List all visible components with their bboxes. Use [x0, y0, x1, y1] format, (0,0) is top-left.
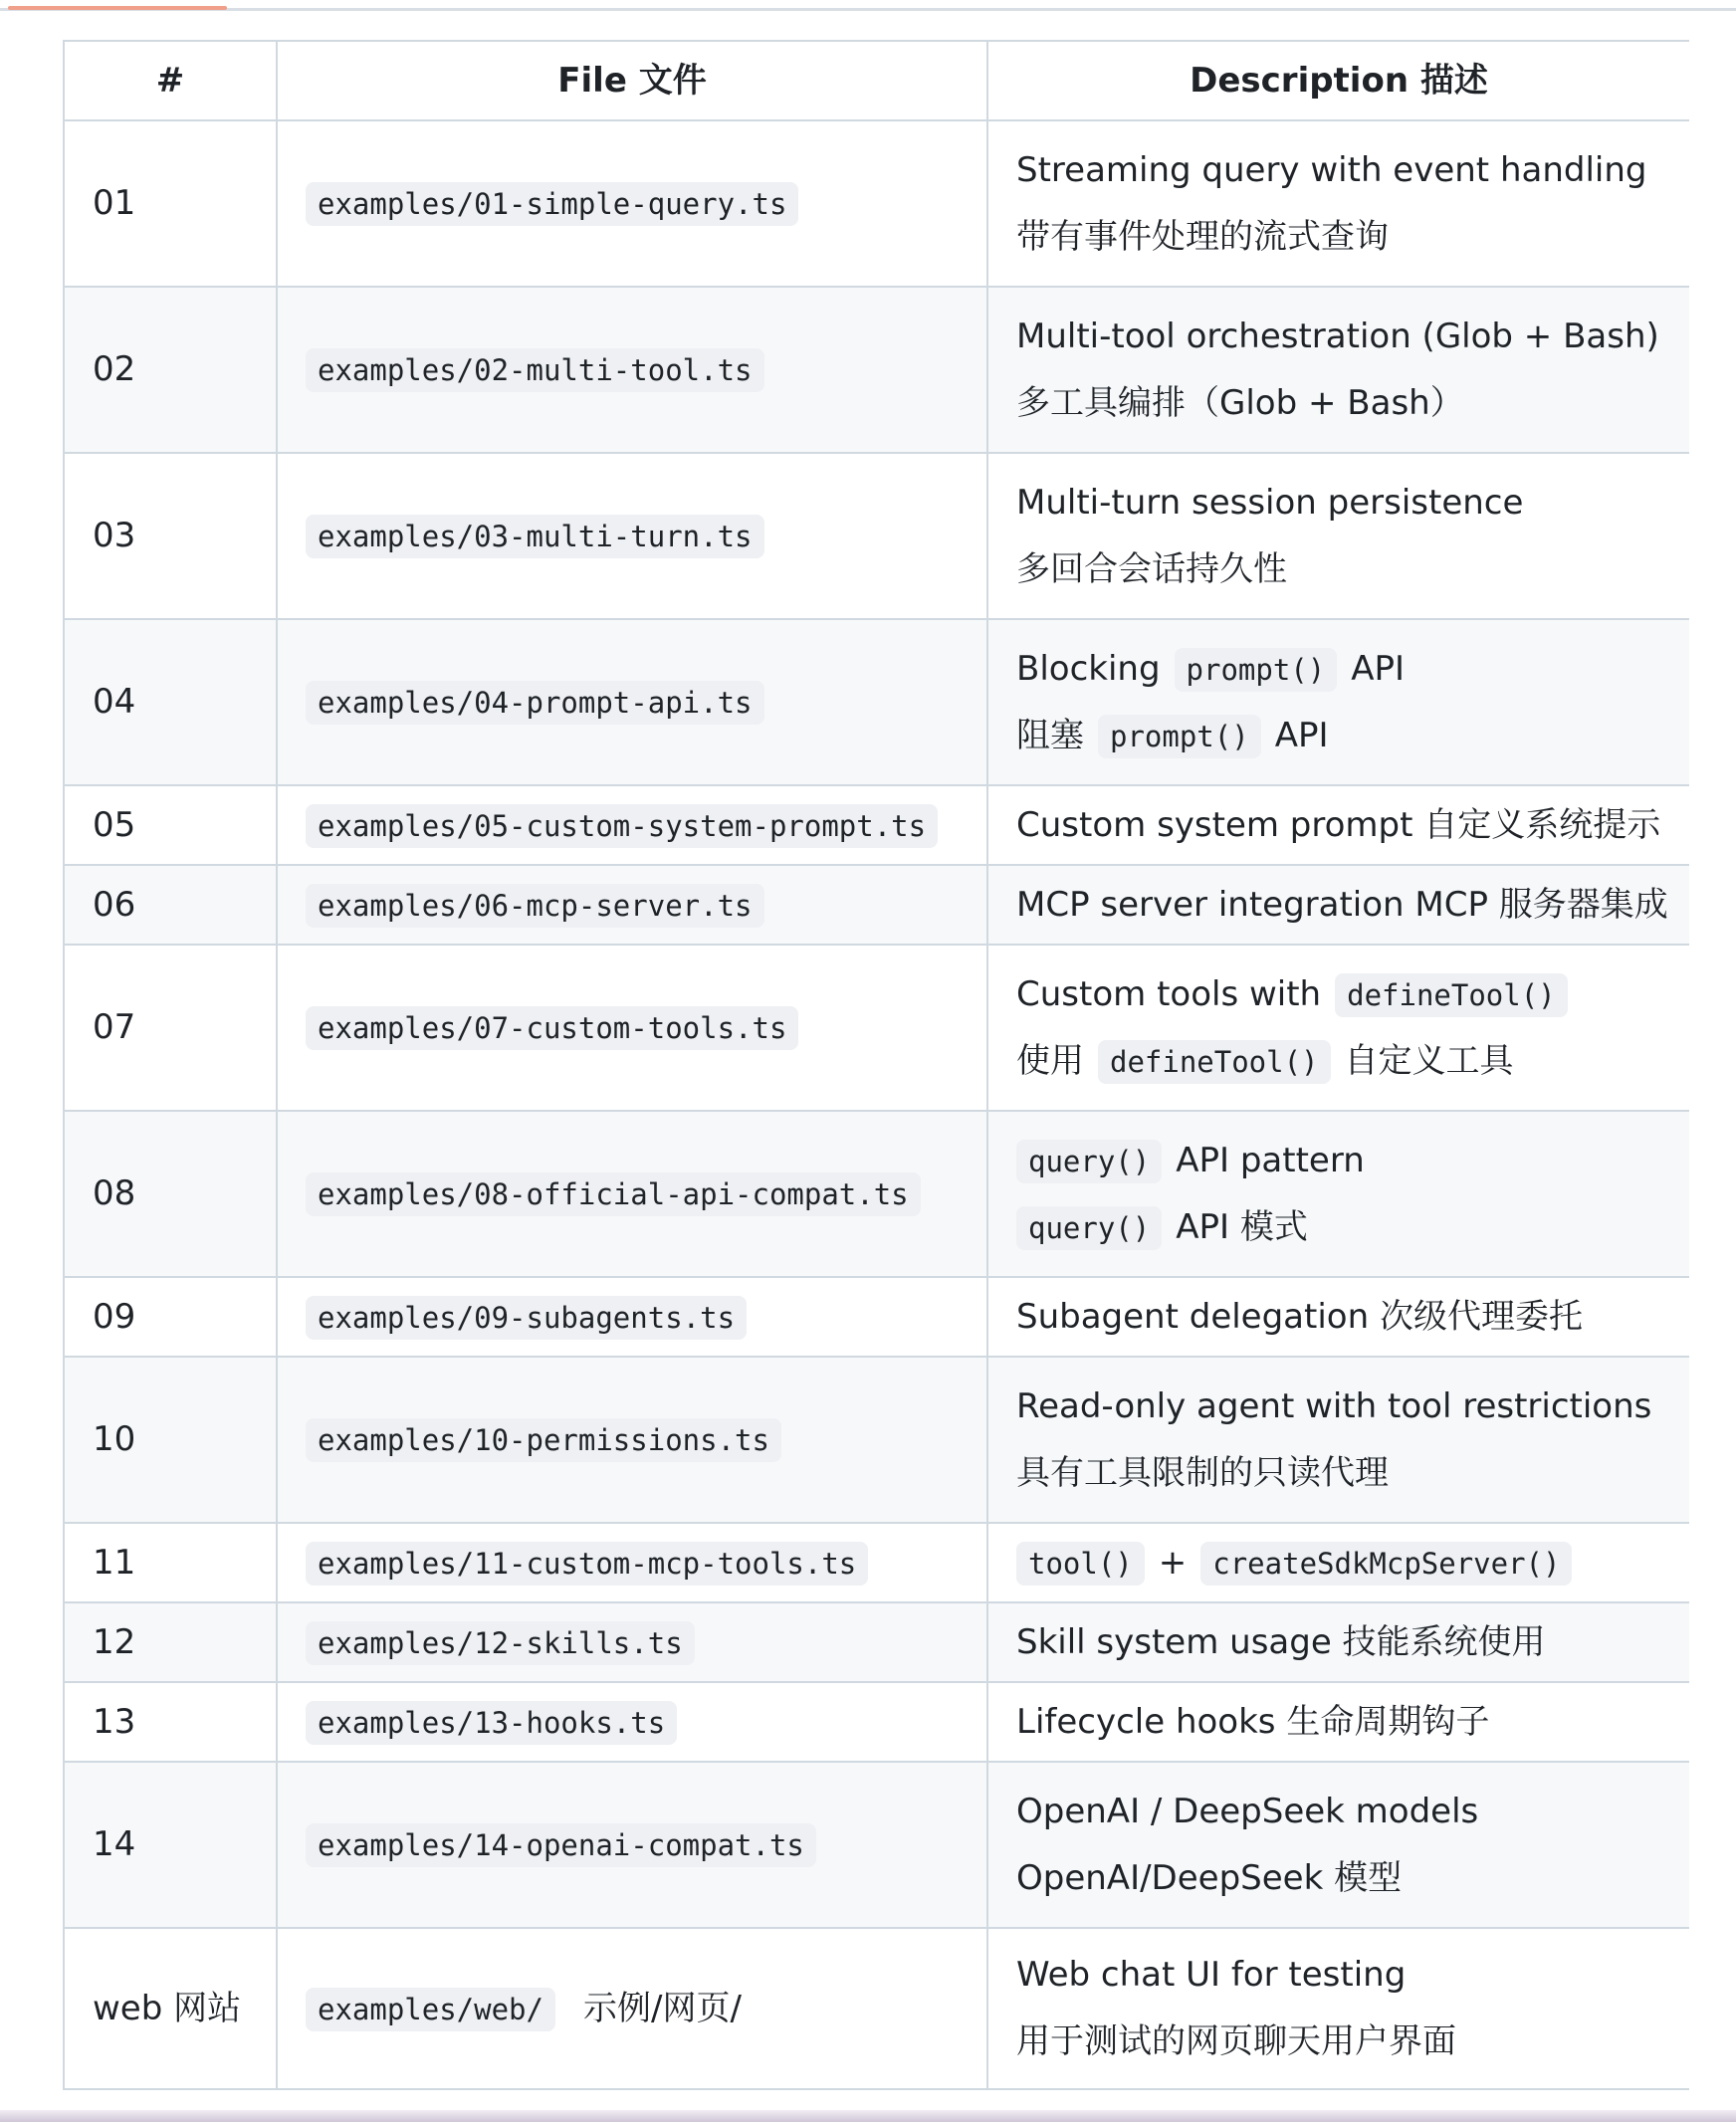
- description-zh: 多回合会话持久性: [1016, 548, 1287, 589]
- header-number: #: [64, 41, 277, 120]
- description-cell: [987, 945, 1689, 1111]
- table-row: [64, 1357, 1689, 1523]
- description-text: API 模式: [1176, 1206, 1308, 1247]
- row-number: 13: [64, 1682, 277, 1762]
- row-number: web 网站: [64, 1928, 277, 2089]
- description-cell: [987, 1602, 1689, 1682]
- file-cell: [277, 1523, 987, 1602]
- description-text: Lifecycle hooks 生命周期钩子: [1016, 1701, 1490, 1742]
- description-text: MCP server integration MCP 服务器集成: [1016, 884, 1668, 925]
- file-cell: [277, 865, 987, 945]
- description-cell: [987, 1682, 1689, 1762]
- description-en: Web chat UI for testing: [1016, 1955, 1407, 1996]
- header-description: Description 描述: [987, 41, 1689, 120]
- file-path: examples/02-multi-tool.ts: [306, 348, 764, 392]
- row-number: 07: [64, 945, 277, 1111]
- description-en: [1016, 974, 1661, 1015]
- inline-code: tool(): [1016, 1542, 1145, 1586]
- file-path: examples/07-custom-tools.ts: [306, 1006, 798, 1050]
- description-text: Blocking: [1016, 648, 1161, 689]
- table-header-row: [64, 41, 1689, 120]
- inline-code: query(): [1016, 1140, 1162, 1183]
- table-row: [64, 785, 1689, 865]
- file-cell: [277, 785, 987, 865]
- file-path: examples/web/: [306, 1988, 555, 2031]
- row-number: 11: [64, 1523, 277, 1602]
- row-number: 05: [64, 785, 277, 865]
- file-cell: [277, 945, 987, 1111]
- file-cell: [277, 1277, 987, 1357]
- inline-code: query(): [1016, 1206, 1162, 1250]
- description-cell: [987, 287, 1689, 453]
- description-text: Skill system usage 技能系统使用: [1016, 1621, 1546, 1662]
- description-zh: OpenAI/DeepSeek 模型: [1016, 1857, 1403, 1898]
- description-en: OpenAI / DeepSeek models: [1016, 1791, 1479, 1831]
- table-row: [64, 1928, 1689, 2089]
- file-cell: [277, 287, 987, 453]
- description-en: Streaming query with event handling: [1016, 149, 1647, 190]
- examples-table-container[interactable]: [63, 40, 1689, 2122]
- description-text: 阻塞: [1016, 715, 1084, 755]
- plus-sign: +: [1158, 1542, 1188, 1583]
- file-cell: [277, 453, 987, 619]
- description-en: Multi-tool orchestration (Glob + Bash): [1016, 316, 1659, 356]
- file-path: examples/05-custom-system-prompt.ts: [306, 804, 938, 848]
- description-zh: [1016, 1207, 1661, 1248]
- description-zh: [1016, 1041, 1661, 1082]
- table-row: [64, 1762, 1689, 1928]
- description-text: API pattern: [1176, 1140, 1365, 1180]
- file-path: examples/13-hooks.ts: [306, 1701, 677, 1745]
- file-path: examples/01-simple-query.ts: [306, 182, 798, 226]
- top-divider: [0, 8, 1736, 11]
- description-text: 自定义工具: [1344, 1040, 1514, 1081]
- description-cell: [987, 1523, 1689, 1602]
- description-cell: [987, 120, 1689, 287]
- file-path: examples/10-permissions.ts: [306, 1418, 781, 1462]
- file-path-suffix: 示例/网页/: [582, 1988, 742, 2028]
- description-en: [1016, 649, 1661, 690]
- file-cell: [277, 1111, 987, 1277]
- inline-code: prompt(): [1098, 715, 1261, 758]
- table-row: [64, 1602, 1689, 1682]
- description-zh: 具有工具限制的只读代理: [1016, 1452, 1389, 1493]
- description-text: 使用: [1016, 1040, 1084, 1081]
- examples-table: [63, 40, 1689, 2090]
- description-cell: [987, 865, 1689, 945]
- description-text: Subagent delegation 次级代理委托: [1016, 1296, 1583, 1337]
- table-row: [64, 120, 1689, 287]
- description-zh: 带有事件处理的流式查询: [1016, 216, 1389, 257]
- description-en: Multi-turn session persistence: [1016, 482, 1524, 523]
- table-row: [64, 1682, 1689, 1762]
- description-en: [1016, 1141, 1661, 1181]
- inline-code: prompt(): [1175, 648, 1338, 692]
- row-number: 10: [64, 1357, 277, 1523]
- description-text: Custom system prompt 自定义系统提示: [1016, 804, 1661, 845]
- table-row: [64, 865, 1689, 945]
- row-number: 08: [64, 1111, 277, 1277]
- file-cell: [277, 619, 987, 785]
- description-zh: 多工具编排（Glob + Bash）: [1016, 382, 1464, 423]
- file-cell: [277, 1357, 987, 1523]
- file-path: examples/04-prompt-api.ts: [306, 681, 764, 725]
- file-path: examples/12-skills.ts: [306, 1621, 695, 1665]
- window-bottom-edge: [0, 2110, 1736, 2122]
- table-row: [64, 619, 1689, 785]
- row-number: 02: [64, 287, 277, 453]
- file-cell: [277, 1602, 987, 1682]
- row-number: 04: [64, 619, 277, 785]
- row-number: 12: [64, 1602, 277, 1682]
- description-cell: [987, 1928, 1689, 2089]
- row-number: 01: [64, 120, 277, 287]
- table-row: [64, 1523, 1689, 1602]
- description-text: API: [1274, 715, 1329, 755]
- file-path: examples/08-official-api-compat.ts: [306, 1172, 921, 1216]
- file-cell: [277, 1928, 987, 2089]
- row-number: 03: [64, 453, 277, 619]
- row-number: 14: [64, 1762, 277, 1928]
- table-row: [64, 1277, 1689, 1357]
- table-row: [64, 287, 1689, 453]
- description-cell: [987, 1111, 1689, 1277]
- file-path: examples/14-openai-compat.ts: [306, 1823, 816, 1867]
- file-cell: [277, 1682, 987, 1762]
- description-zh: 用于测试的网页聊天用户界面: [1016, 2021, 1456, 2061]
- description-cell: [987, 453, 1689, 619]
- file-path: examples/11-custom-mcp-tools.ts: [306, 1542, 868, 1586]
- inline-code: defineTool(): [1335, 973, 1568, 1017]
- top-divider-accent: [8, 6, 227, 10]
- row-number: 06: [64, 865, 277, 945]
- description-text: Custom tools with: [1016, 973, 1322, 1014]
- row-number: 09: [64, 1277, 277, 1357]
- description-cell: [987, 1762, 1689, 1928]
- description-text: [1016, 1543, 1661, 1584]
- table-row: [64, 1111, 1689, 1277]
- header-file: File 文件: [277, 41, 987, 120]
- file-cell: [277, 120, 987, 287]
- description-cell: [987, 785, 1689, 865]
- file-path: examples/09-subagents.ts: [306, 1296, 747, 1340]
- inline-code: defineTool(): [1098, 1040, 1331, 1084]
- inline-code: createSdkMcpServer(): [1200, 1542, 1572, 1586]
- table-row: [64, 453, 1689, 619]
- description-cell: [987, 619, 1689, 785]
- file-path: examples/03-multi-turn.ts: [306, 515, 764, 558]
- description-cell: [987, 1357, 1689, 1523]
- file-path: examples/06-mcp-server.ts: [306, 884, 764, 928]
- file-cell: [277, 1762, 987, 1928]
- table-row: [64, 945, 1689, 1111]
- description-en: Read-only agent with tool restrictions: [1016, 1385, 1652, 1426]
- description-text: API: [1351, 648, 1406, 689]
- description-cell: [987, 1277, 1689, 1357]
- description-zh: [1016, 716, 1661, 756]
